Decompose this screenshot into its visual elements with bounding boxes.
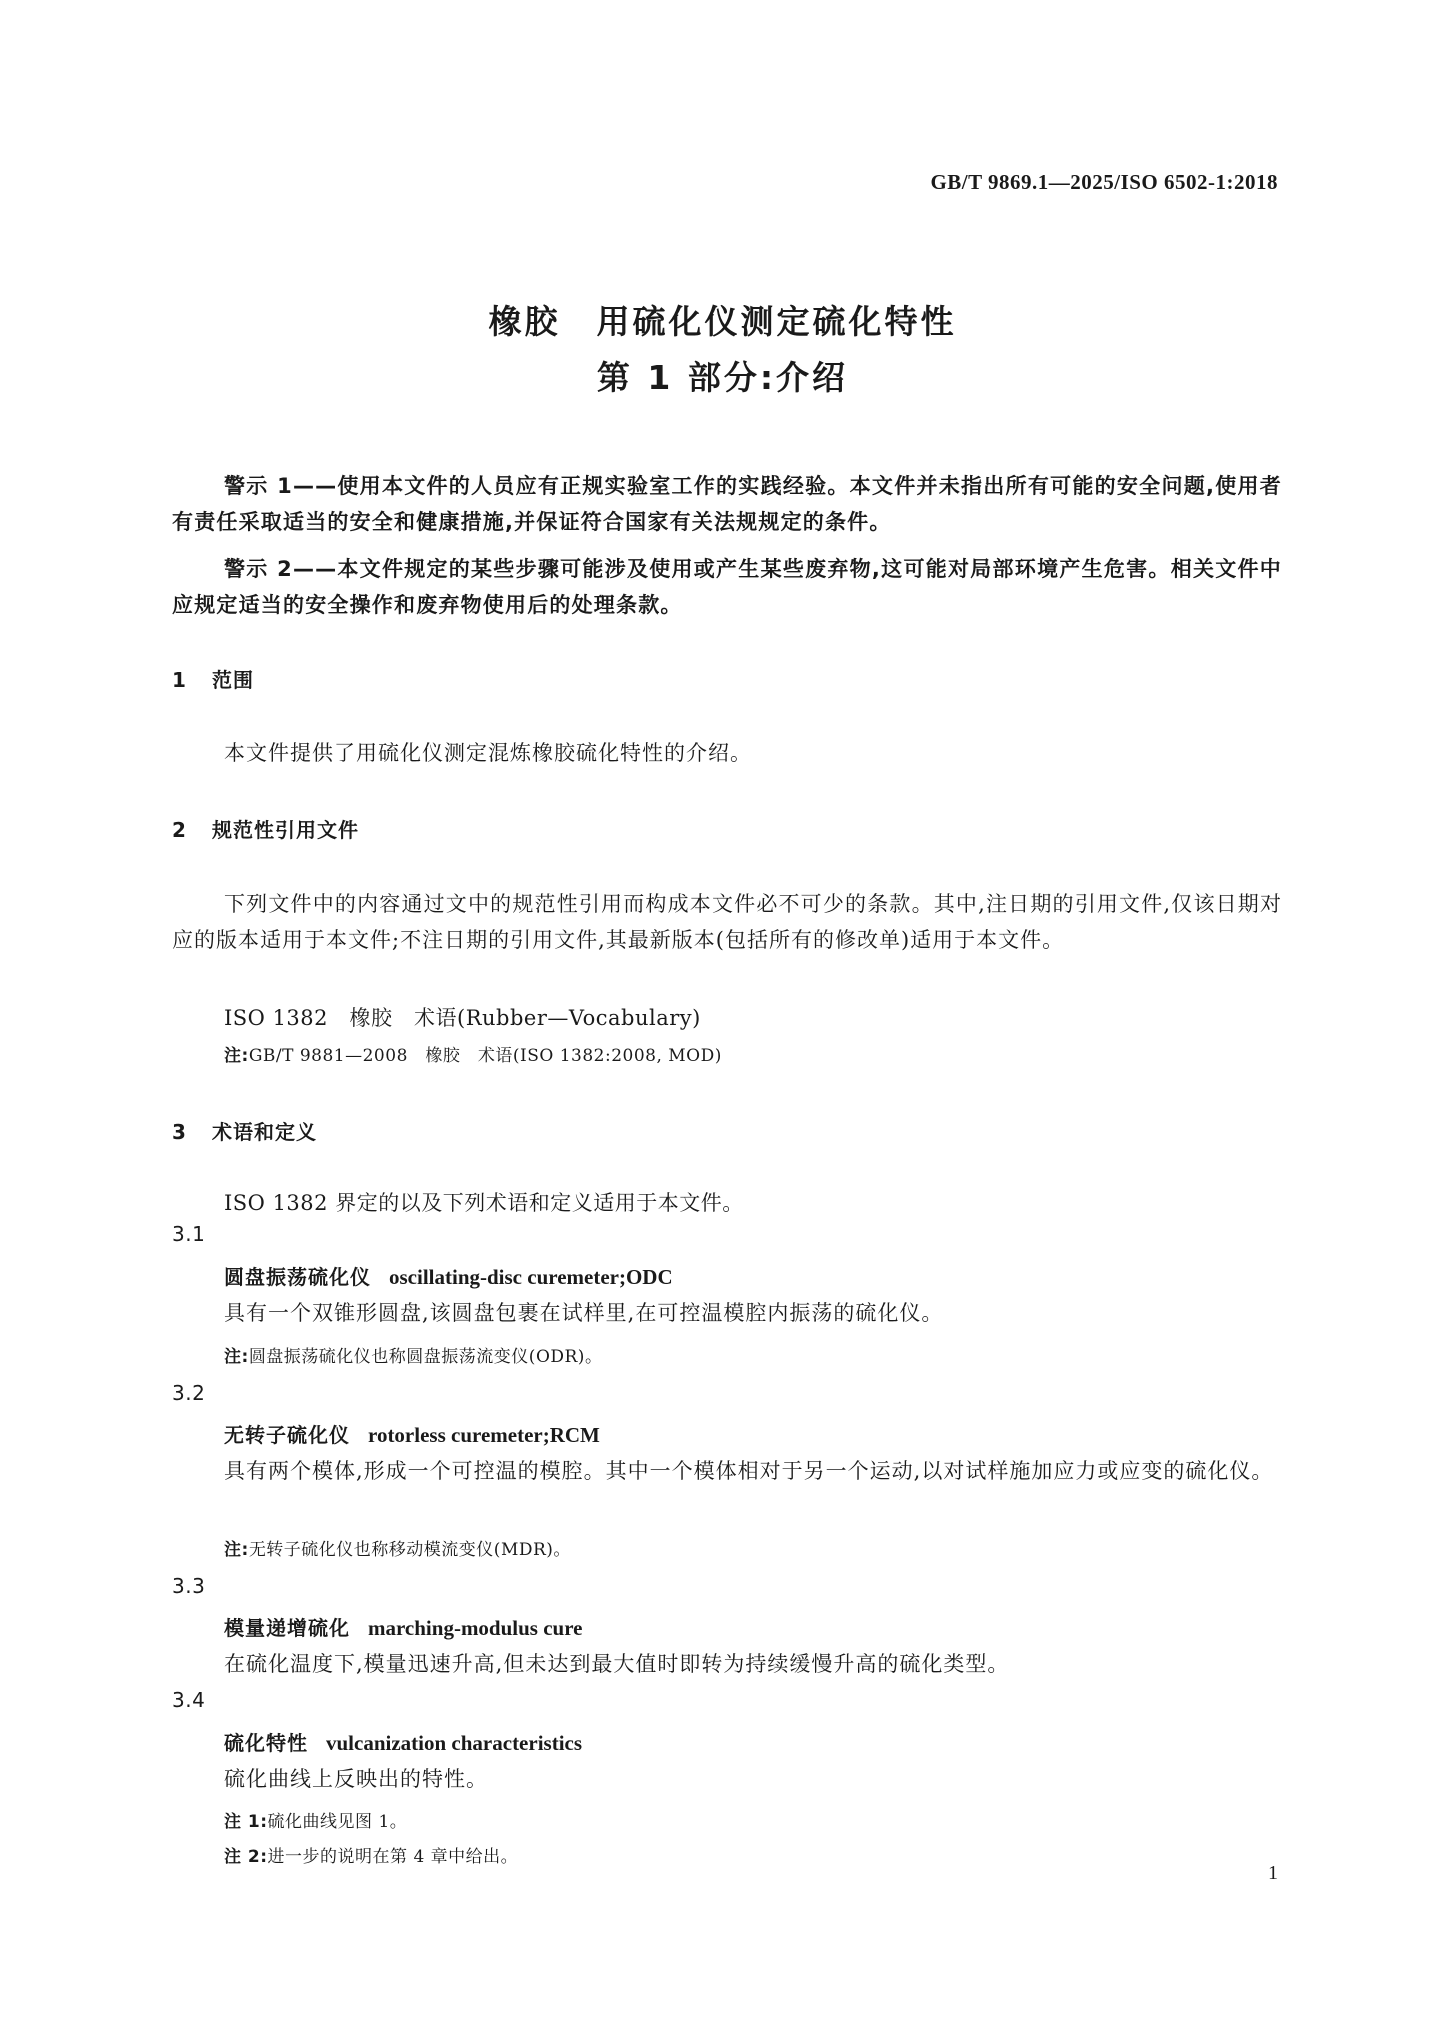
reference-iso-1382: ISO 1382 橡胶 术语(Rubber—Vocabulary) (224, 1006, 701, 1030)
term-definition: 具有两个模体,形成一个可控温的模腔。其中一个模体相对于另一个运动,以对试样施加应力或应变的硫化仪。 (224, 1459, 1274, 1483)
scope-text: 本文件提供了用硫化仪测定混炼橡胶硫化特性的介绍。 (224, 741, 752, 765)
term-note-1 (224, 1807, 407, 1832)
term-name-zh: 模量递增硫化 (224, 1616, 350, 1640)
section-3-heading (172, 1116, 317, 1145)
term-note-2 (224, 1842, 518, 1867)
document-title-line1: 橡胶 用硫化仪测定硫化特性 (488, 302, 957, 341)
section-1-title: 范围 (212, 668, 254, 692)
standard-code: GB/T 9869.1—2025/ISO 6502-1:2018 (930, 170, 1278, 194)
term-number: 3.3 (172, 1574, 206, 1598)
section-3-number: 3 (172, 1120, 187, 1144)
section-2-heading (172, 814, 359, 843)
note-label: 注 1: (224, 1812, 268, 1832)
note-text: 硫化曲线见图 1。 (267, 1812, 408, 1832)
term-name-en: rotorless curemeter;RCM (368, 1423, 600, 1447)
term-name (224, 1727, 582, 1756)
term-name-zh: 无转子硫化仪 (224, 1423, 350, 1447)
term-number: 3.2 (172, 1381, 206, 1405)
note-label: 注: (224, 1046, 249, 1066)
term-name-zh: 硫化特性 (224, 1731, 308, 1755)
terms-intro: ISO 1382 界定的以及下列术语和定义适用于本文件。 (224, 1191, 744, 1215)
note-text: GB/T 9881—2008 橡胶 术语(ISO 1382:2008, MOD) (248, 1046, 722, 1066)
term-name (224, 1261, 673, 1290)
section-1-heading (172, 664, 254, 693)
term-name-en: oscillating-disc curemeter;ODC (389, 1265, 673, 1289)
section-1-number: 1 (172, 668, 187, 692)
note-text: 无转子硫化仪也称移动模流变仪(MDR)。 (248, 1540, 571, 1560)
normative-references-text: 下列文件中的内容通过文中的规范性引用而构成本文件必不可少的条款。其中,注日期的引用文件,仅该日期对应的版本适用于本文件;不注日期的引用文件,其最新版本(包括所有的修改单)适用于本文件。 (172, 892, 1282, 952)
term-name-en: marching-modulus cure (368, 1616, 583, 1640)
note-label: 注 2: (224, 1847, 268, 1867)
section-3-title: 术语和定义 (212, 1120, 317, 1144)
document-title-line2: 第 1 部分:介绍 (596, 358, 849, 397)
term-definition: 硫化曲线上反映出的特性。 (224, 1767, 488, 1791)
section-2-title: 规范性引用文件 (212, 818, 359, 842)
section-2-number: 2 (172, 818, 187, 842)
page-number: 1 (1268, 1862, 1278, 1884)
warning-2: 警示 2——本文件规定的某些步骤可能涉及使用或产生某些废弃物,这可能对局部环境产生危害。相关文件中应规定适当的安全操作和废弃物使用后的处理条款。 (172, 557, 1282, 617)
term-note (224, 1535, 571, 1560)
term-name-en: vulcanization characteristics (326, 1731, 583, 1755)
warning-1: 警示 1——使用本文件的人员应有正规实验室工作的实践经验。本文件并未指出所有可能的安全问题,使用者有责任采取适当的安全和健康措施,并保证符合国家有关法规规定的条件。 (172, 474, 1282, 534)
term-note (224, 1342, 602, 1367)
note-label: 注: (224, 1347, 249, 1367)
reference-note (224, 1041, 722, 1066)
term-number: 3.4 (172, 1688, 206, 1712)
term-number: 3.1 (172, 1222, 206, 1246)
term-definition: 具有一个双锥形圆盘,该圆盘包裹在试样里,在可控温模腔内振荡的硫化仪。 (224, 1301, 944, 1325)
note-text: 圆盘振荡硫化仪也称圆盘振荡流变仪(ODR)。 (248, 1347, 603, 1367)
term-name (224, 1612, 583, 1641)
term-name (224, 1419, 600, 1448)
note-label: 注: (224, 1540, 249, 1560)
term-name-zh: 圆盘振荡硫化仪 (224, 1265, 371, 1289)
note-text: 进一步的说明在第 4 章中给出。 (267, 1847, 519, 1867)
term-definition: 在硫化温度下,模量迅速升高,但未达到最大值时即转为持续缓慢升高的硫化类型。 (224, 1652, 1010, 1676)
